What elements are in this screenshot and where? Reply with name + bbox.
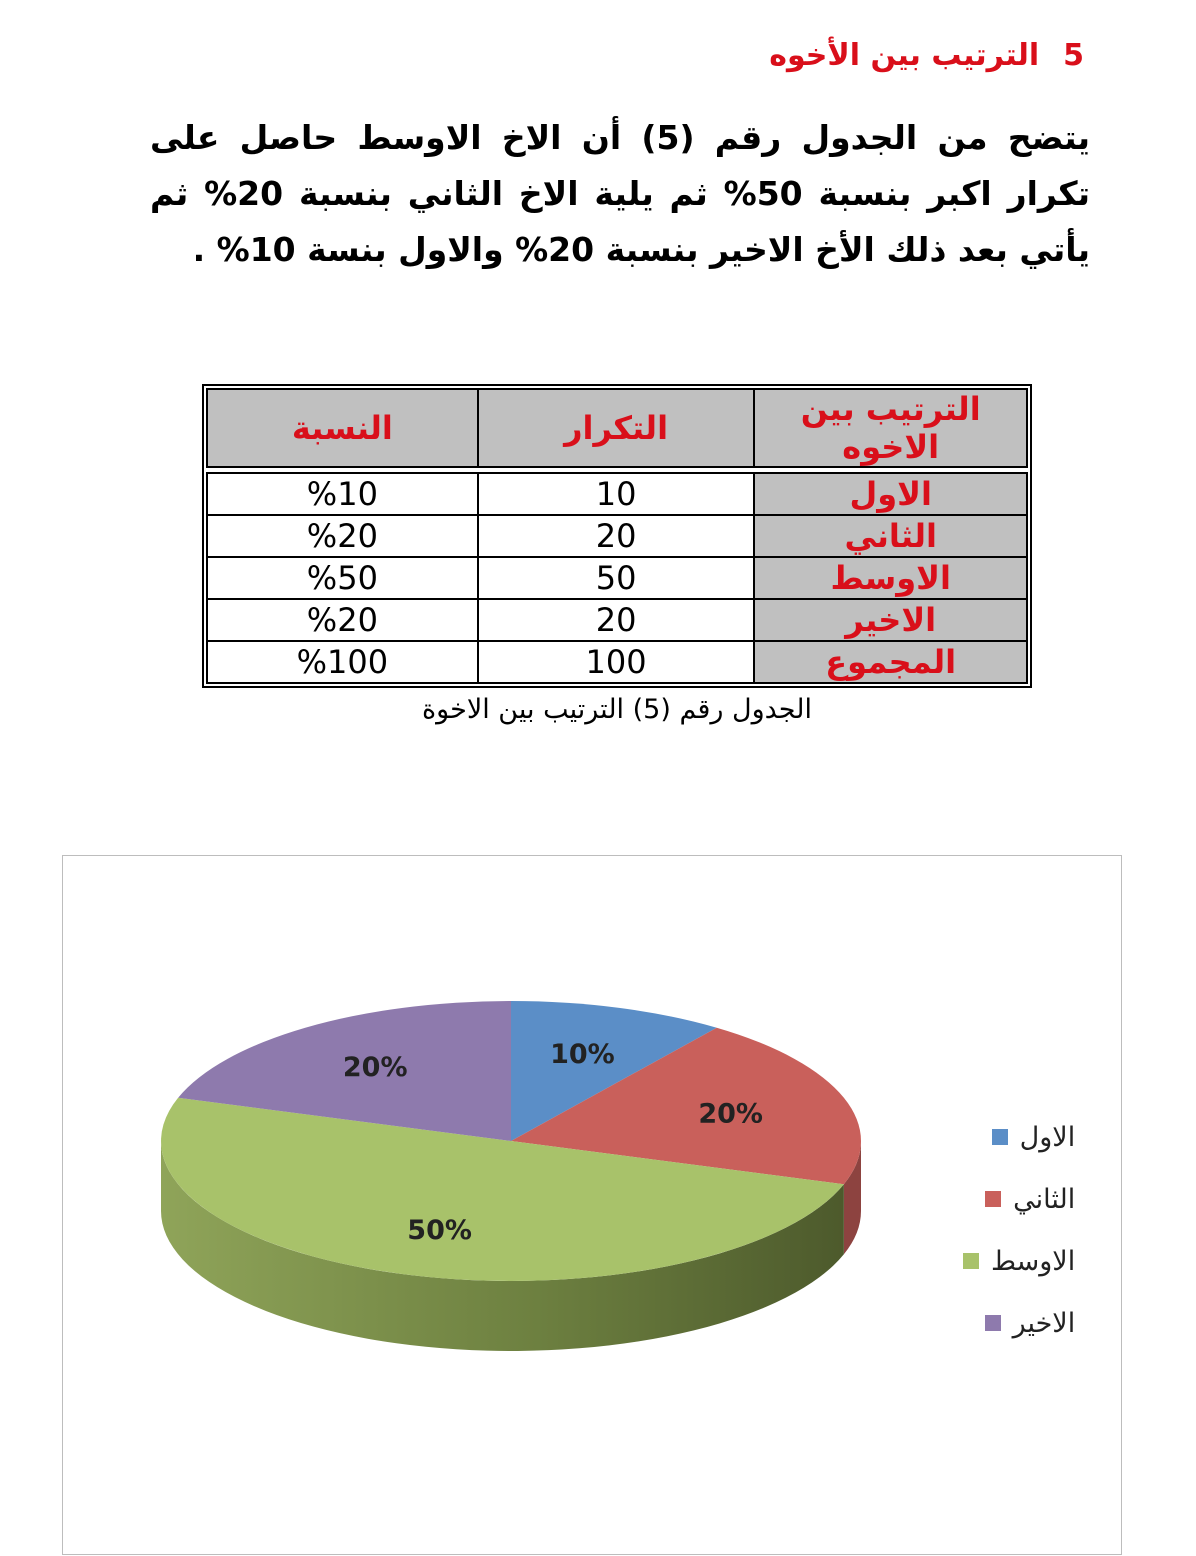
table-caption: الجدول رقم (5) الترتيب بين الاخوة (422, 694, 812, 725)
legend-label: الثاني (1013, 1183, 1076, 1215)
header-percent: النسبة (207, 389, 478, 467)
legend-item (963, 1292, 1075, 1354)
section-number: 5 (1063, 38, 1084, 73)
legend-swatch (963, 1253, 979, 1269)
header-count: التكرار (478, 389, 755, 467)
section-heading (769, 38, 1084, 73)
table-row (207, 515, 1027, 557)
section-title: الترتيب بين الأخوه (769, 38, 1040, 73)
pie-data-label: 20% (698, 1098, 764, 1130)
row-percent: %20 (207, 515, 478, 557)
body-paragraph: يتضح من الجدول رقم (5) أن الاخ الاوسط حاصل على تكرار اكبر بنسبة 50% ثم يلية الاخ الثاني بنسبة 20% ثم يأتي بعد ذلك الأخ الاخير بنسبة 20% والاول بنسة 10% . (150, 118, 1090, 269)
row-percent: %50 (207, 557, 478, 599)
pie-data-label: 10% (550, 1039, 615, 1071)
row-percent: %10 (207, 473, 478, 515)
row-label: الاوسط (754, 557, 1027, 599)
legend-swatch (985, 1315, 1001, 1331)
row-count: 100 (478, 641, 755, 683)
row-percent: %100 (207, 641, 478, 683)
legend-label: الاخير (1012, 1307, 1076, 1339)
row-label: الاخير (754, 599, 1027, 641)
sibling-order-table (206, 388, 1028, 684)
row-label: الثاني (754, 515, 1027, 557)
legend-label: الاوسط (991, 1245, 1076, 1277)
header-order: الترتيب بين الاخوه (754, 389, 1027, 467)
row-count: 10 (478, 473, 755, 515)
legend-item (963, 1230, 1075, 1292)
row-count: 50 (478, 557, 755, 599)
pie-chart-frame (62, 855, 1122, 1555)
legend-item (963, 1106, 1075, 1168)
chart-legend (963, 1106, 1075, 1354)
legend-swatch (985, 1191, 1001, 1207)
data-table-frame (202, 384, 1032, 688)
table-row (207, 557, 1027, 599)
row-label: المجموع (754, 641, 1027, 683)
legend-swatch (992, 1129, 1008, 1145)
pie-data-label: 20% (342, 1052, 408, 1084)
table-row (207, 599, 1027, 641)
pie-data-label: 50% (407, 1214, 472, 1246)
legend-label: الاول (1019, 1121, 1076, 1153)
row-percent: %20 (207, 599, 478, 641)
row-label: الاول (754, 473, 1027, 515)
table-header-row (207, 389, 1027, 467)
row-count: 20 (478, 599, 755, 641)
row-count: 20 (478, 515, 755, 557)
table-row (207, 473, 1027, 515)
legend-item (963, 1168, 1075, 1230)
table-row (207, 641, 1027, 683)
